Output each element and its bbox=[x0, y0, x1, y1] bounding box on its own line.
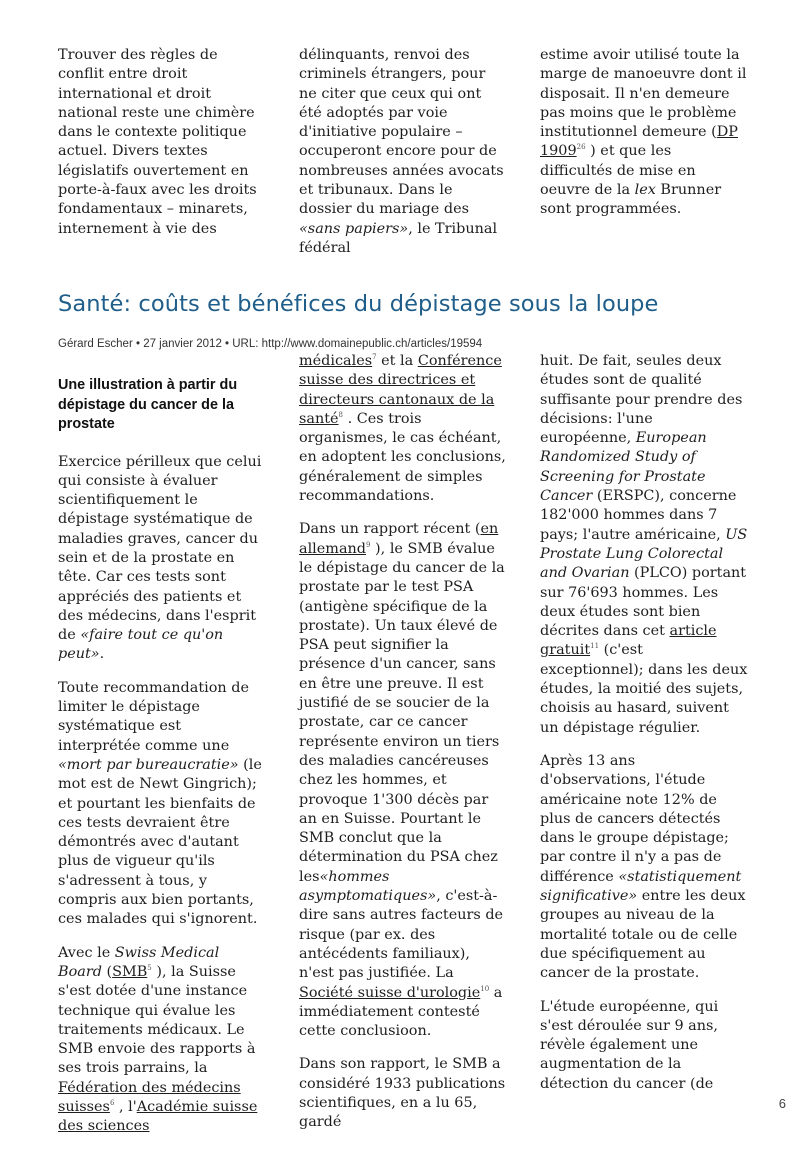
column-2 bbox=[299, 46, 507, 258]
paragraph: Trouver des règles de conflit entre droit international et droit national reste une chimère dans le contexte politique actuel. Divers textes législatifs ouvertement en porte-à-faux avec les droits fondamentaux – minarets, internement à vie des bbox=[58, 47, 257, 237]
column-3 bbox=[540, 46, 748, 258]
paragraph: Après 13 ans d'observations, l'étude américaine note 12% de plus de cancers détectés dans le groupe dépistage; par contre il n'y a pas de différence «statistiquement significative» entre les deux groupes au niveau de la mortalité totale ou de celle due spécifiquement au cancer de la prostate. bbox=[540, 752, 746, 982]
link-academie-sciences-cont[interactable]: médicales bbox=[299, 353, 373, 369]
footnote-9: 9 bbox=[366, 540, 371, 549]
page-number: 6 bbox=[778, 1096, 786, 1111]
footnote-7: 7 bbox=[372, 353, 377, 362]
column-1 bbox=[58, 46, 266, 258]
article-title: Santé: coûts et bénéfices du dépistage sous la loupe bbox=[58, 291, 659, 317]
footnote-11: 11 bbox=[590, 642, 600, 651]
column-2 bbox=[299, 352, 507, 1151]
footnote-8: 8 bbox=[338, 411, 344, 420]
previous-article-columns bbox=[58, 46, 748, 258]
paragraph: médicales$^7$ et la Conférence suisse des directrices et directeurs cantonaux de la santé$^8$ . Ces trois organismes, le cas échéant, en adoptent les conclusions, généralement de simples recommandations. bbox=[299, 353, 506, 505]
footnote-26: 26 bbox=[576, 143, 586, 152]
column-1 bbox=[58, 352, 266, 1151]
link-societe-urologie[interactable]: Société suisse d'urologie bbox=[299, 984, 481, 1001]
paragraph: Dans un rapport récent (en allemand$^9$ ), le SMB évalue le dépistage du cancer de la prostate par le test PSA (antigène spécifique de la prostate). Un taux élevé de PSA peut signifier la présence d'un cancer, sans en être une preuve. Il est justifié de se soucier de la prostate, car ce cancer représente environ un tiers des maladies cancéreuses chez les hommes, et provoque 1'300 décès par an en Suisse. Pourtant le SMB conclut que la détermination du PSA chez les«hommes asymptomatiques», c'est-à-dire sans autres facteurs de risque (par ex. des antécédents familiaux), n'est pas justifiée. La Société suisse d'urologie$^{10}$ a immédiatement contesté cette conclusioon. bbox=[299, 521, 505, 1040]
paragraph: Avec le Swiss Medical Board (SMB$^5$ ), la Suisse s'est dotée d'une instance technique qui évalue les traitements médicaux. Le SMB envoie des rapports à ses trois parrains, la Fédération des médecins suisses$^6$ , l'Académie suisse des sciences bbox=[58, 944, 258, 1135]
footnote-5: 5 bbox=[147, 964, 152, 973]
paragraph: Toute recommandation de limiter le dépistage systématique est interprétée comme une «mort par bureaucratie» (le mot est de Newt Gingrich); et pourtant les bienfaits de ces tests devraient être démontrés avec d'autant plus de vigueur qu'ils s'adressent à tous, y compris aux bien portants, ces malades qui s'ignorent. bbox=[58, 679, 262, 928]
article-subheading: Une illustration à partir du dépistage du cancer de la prostate bbox=[58, 377, 238, 432]
link-academie-sciences[interactable]: Académie suisse des sciences bbox=[58, 1099, 258, 1135]
paragraph: huit. De fait, seules deux études sont de qualité suffisante pour prendre des décisions: l'une européenne, European Randomized Study of Screening for Prostate Cancer (ERSPC), concerne 182'000 hommes dans 7 pays; l'autre américaine, US Prostate Lung Colorectal and Ovarian (PLCO) portant sur 76'693 hommes. Les deux études sont bien décrites dans cet article gratuit$^{11}$ (c'est exceptionnel); dans les deux études, la moitié des sujets, choisis au hasard, suivent un dépistage régulier. bbox=[540, 353, 748, 736]
link-federation-medecins[interactable]: Fédération des médecins suisses bbox=[58, 1079, 241, 1115]
link-smb[interactable]: SMB bbox=[112, 963, 148, 980]
link-conference-directeurs[interactable]: Conférence suisse des directrices et directeurs cantonaux de la santé bbox=[299, 353, 502, 427]
article-body bbox=[58, 352, 748, 1151]
footnote-6: 6 bbox=[109, 1099, 115, 1108]
link-dp-1909[interactable]: DP 1909 bbox=[540, 124, 738, 160]
paragraph: estime avoir utilisé toute la marge de manoeuvre dont il disposait. Il n'en demeure pas moins que le problème institutionnel demeure (DP 1909$^{26}$ ) et que les difficultés de mise en oeuvre de la lex Brunner sont programmées. bbox=[540, 47, 747, 218]
footnote-10: 10 bbox=[480, 984, 490, 993]
link-en-allemand[interactable]: en allemand bbox=[299, 521, 499, 557]
article-byline: Gérard Escher • 27 janvier 2012 • URL: http://www.domainepublic.ch/articles/19594 bbox=[58, 338, 483, 350]
paragraph: Dans son rapport, le SMB a considéré 1933 publications scientifiques, en a lu 65, gardé bbox=[299, 1056, 506, 1131]
paragraph: Exercice périlleux que celui qui consiste à évaluer scientifiquement le dépistage systématique de maladies graves, cancer du sein et de la prostate en tête. Car ces tests sont appréciés des patients et des médecins, dans l'esprit de «faire tout ce qu'on peut». bbox=[58, 453, 262, 663]
column-3 bbox=[540, 352, 748, 1151]
paragraph: délinquants, renvoi des criminels étrangers, pour ne citer que ceux qui ont été adoptés par voie d'initiative populaire – occuperont encore pour de nombreuses années avocats et tribunaux. Dans le dossier du mariage des «sans papiers», le Tribunal fédéral bbox=[299, 47, 504, 256]
link-article-gratuit[interactable]: article gratuit bbox=[540, 623, 717, 659]
paragraph: L'étude européenne, qui s'est déroulée sur 9 ans, révèle également une augmentation de la détection du cancer (de bbox=[540, 998, 719, 1092]
